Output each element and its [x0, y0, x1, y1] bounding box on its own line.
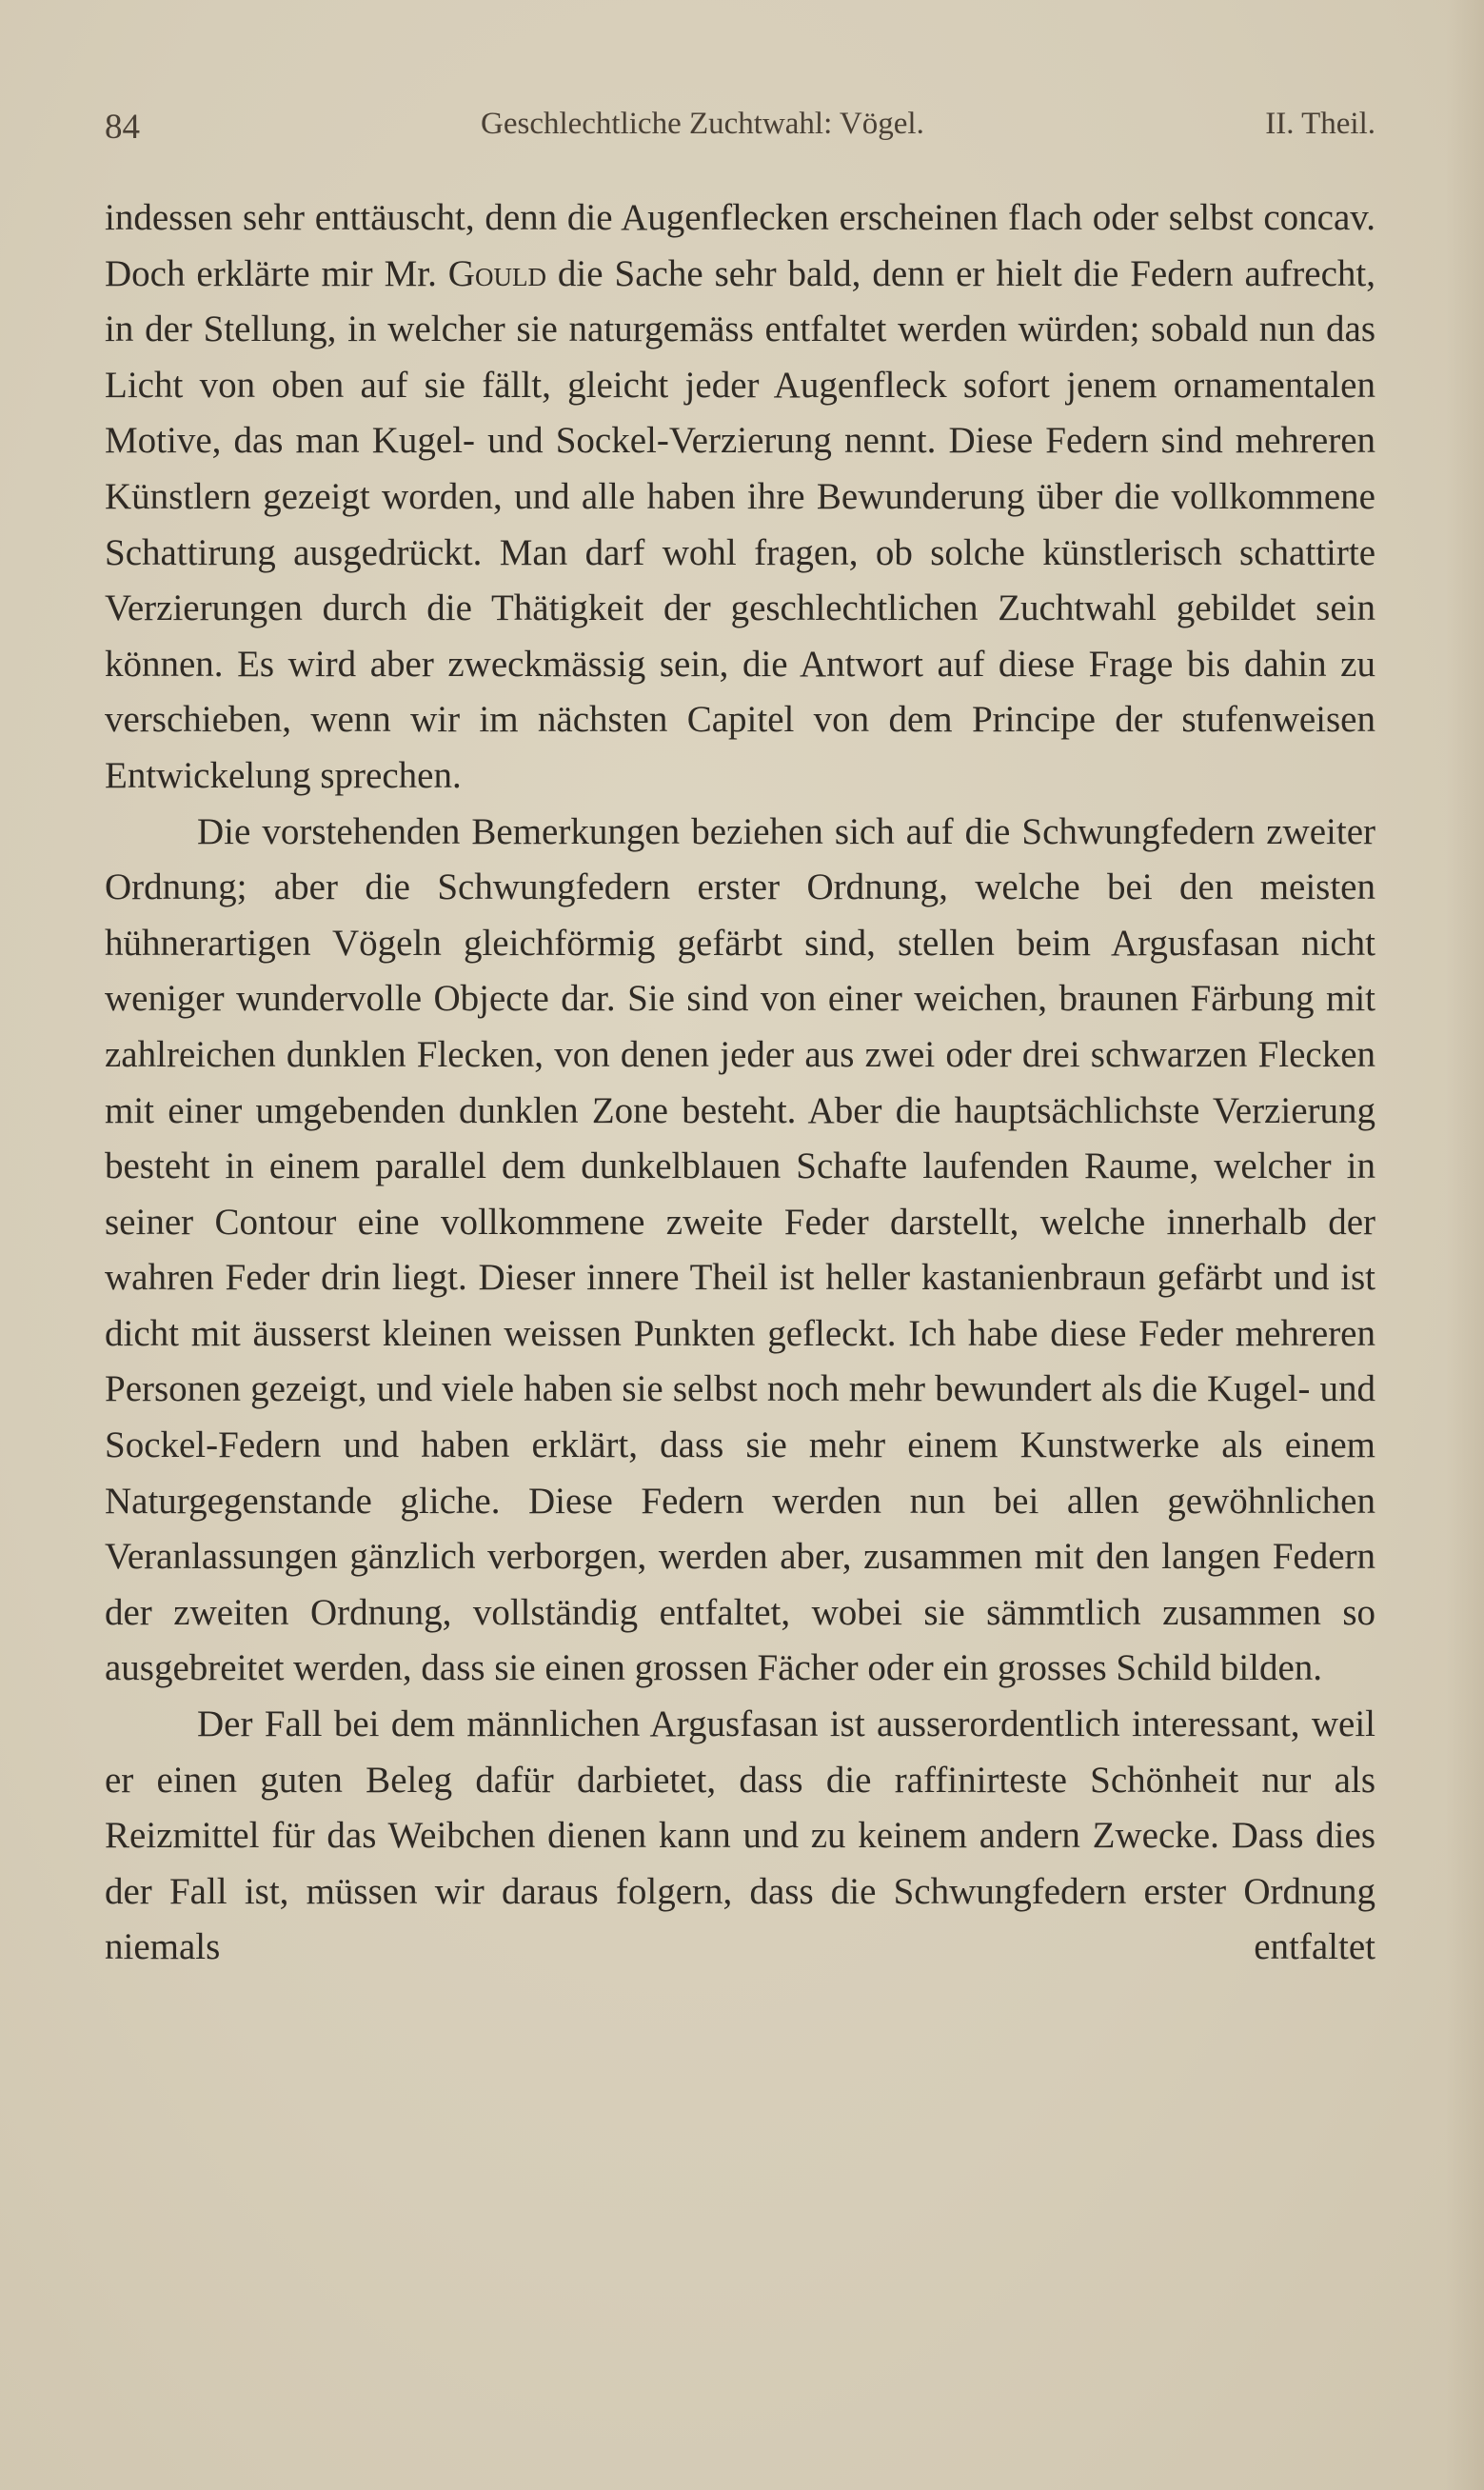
paragraph-1 — [105, 190, 1375, 805]
page-edge-shadow — [1446, 0, 1484, 2490]
paragraph-1-text-before: indessen sehr enttäuscht, denn die Augenflecken erscheinen flach oder selbst concav. Doch erklärte mir Mr. — [105, 197, 1375, 294]
paragraph-3: Der Fall bei dem männlichen Argusfasan ist ausserordentlich interessant, weil er einen guten Beleg dafür darbietet, dass die raffinirteste Schönheit nur als Reizmittel für das Weibchen dienen kann und zu keinem andern Zwecke. Dass dies der Fall ist, müssen wir daraus folgern, dass die Schwungfedern erster Ordnung niemals entfaltet — [105, 1703, 1375, 1968]
running-title: Geschlechtliche Zuchtwahl: Vögel. — [481, 107, 924, 141]
running-header — [105, 107, 1375, 164]
page-number: 84 — [105, 108, 140, 147]
author-name-gould: Gould — [447, 252, 546, 294]
body-text — [105, 190, 1375, 1976]
paragraph-2: Die vorstehenden Bemerkungen beziehen sich auf die Schwungfedern zweiter Ordnung; aber die Schwungfedern erster Ordnung, welche bei den meisten hühnerartigen Vögeln gleichförmig gefärbt sind, stellen beim Argusfasan nicht weniger wundervolle Objecte dar. Sie sind von einer weichen, braunen Färbung mit zahlreichen dunklen Flecken, von denen jeder aus zwei oder drei schwarzen Flecken mit einer umgebenden dunklen Zone besteht. Aber die hauptsächlichste Verzierung besteht in einem parallel dem dunkelblauen Schafte laufenden Raume, welcher in seiner Contour eine vollkommene zweite Feder darstellt, welche innerhalb der wahren Feder drin liegt. Dieser innere Theil ist heller kastanienbraun gefärbt und ist dicht mit äusserst kleinen weissen Punkten gefleckt. Ich habe diese Feder mehreren Personen gezeigt, und viele haben sie selbst noch mehr bewundert als die Kugel- und Sockel-Federn und haben erklärt, dass sie mehr einem Kunstwerke als einem Naturgegenstande gliche. Diese Federn werden nun bei allen gewöhnlichen Veranlassungen gänzlich verborgen, werden aber, zusammen mit den langen Federn der zweiten Ordnung, vollständig entfaltet, wobei sie sämmtlich zusammen so ausgebreitet werden, dass sie einen grossen Fächer oder ein grosses Schild bilden. — [105, 810, 1375, 1689]
paragraph-1-text-after: die Sache sehr bald, denn er hielt die Federn aufrecht, in der Stellung, in welcher sie naturgemäss entfaltet werden würden; sobald nun das Licht von oben auf sie fällt, gleicht jeder Augenfleck sofort jenem ornamentalen Motive, das man Kugel- und Sockel-Verzierung nennt. Diese Federn sind mehreren Künstlern gezeigt worden, und alle haben ihre Bewunderung über die vollkommene Schattirung ausgedrückt. Man darf wohl fragen, ob solche künstlerisch schattirte Verzierungen durch die Thätigkeit der geschlechtlichen Zuchtwahl gebildet sein können. Es wird aber zweckmässig sein, die Antwort auf diese Frage bis dahin zu verschieben, wenn wir im nächsten Capitel von dem Principe der stufenweisen Entwickelung sprechen. — [105, 252, 1375, 796]
section-label: II. Theil. — [1265, 107, 1375, 141]
